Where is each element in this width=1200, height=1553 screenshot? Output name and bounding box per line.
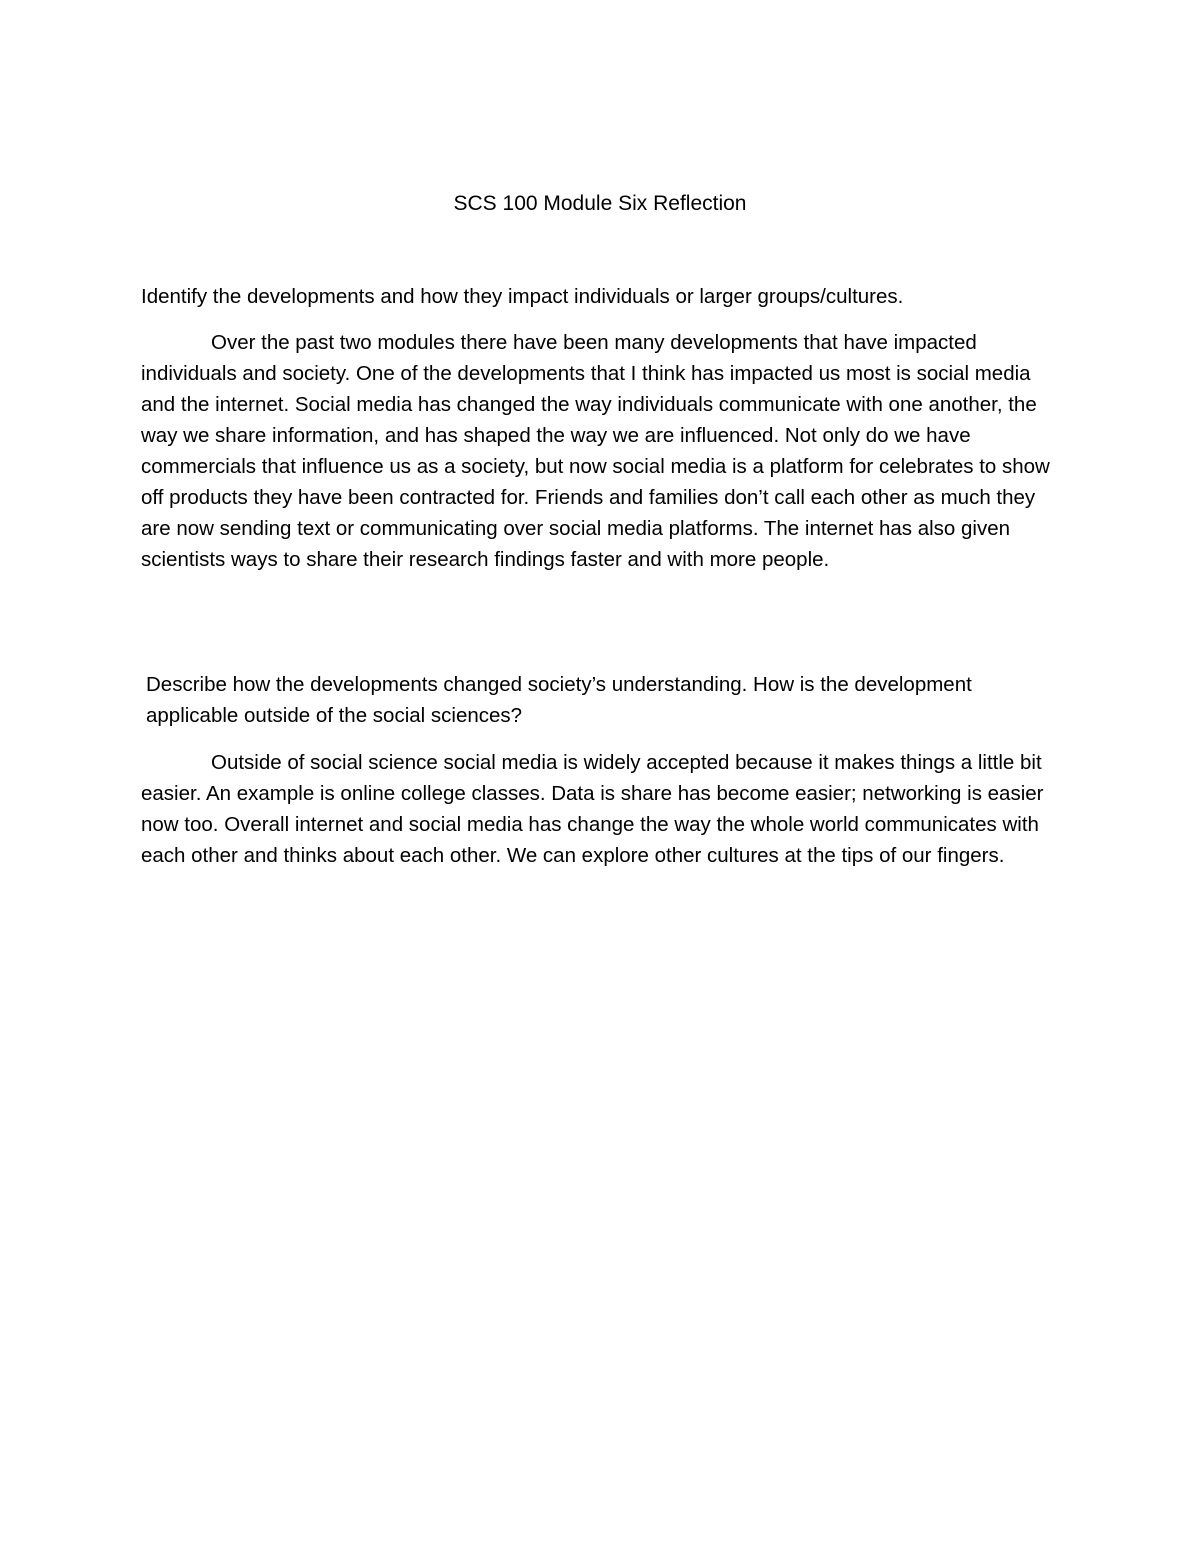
document-title: SCS 100 Module Six Reflection <box>453 192 747 215</box>
question-1: Identify the developments and how they impact individuals or larger groups/cultures. <box>141 285 904 308</box>
answer-1: Over the past two modules there have been many developments that have impacted individuals and society. One of the developments that I think has impacted us most is social media and the internet. Social media has changed the way individuals communicate with one another, the way we share information, and has shaped the way we are influenced. Not only do we have commercials that influence us as a society, but now social media is a platform for celebrates to show off products they have been contracted for. Friends and families don’t call each other as much they are now sending text or communicating over social media platforms. The internet has also given scientists ways to share their research findings faster and with more people. <box>141 331 1050 571</box>
question-2: Describe how the developments changed society’s understanding. How is the development applicable outside of the social sciences? <box>146 673 972 727</box>
answer-2: Outside of social science social media is widely accepted because it makes things a little bit easier. An example is online college classes. Data is share has become easier; networking is easier now too. Overall internet and social media has change the way the whole world communicates with each other and thinks about each other. We can explore other cultures at the tips of our fingers. <box>141 751 1044 867</box>
